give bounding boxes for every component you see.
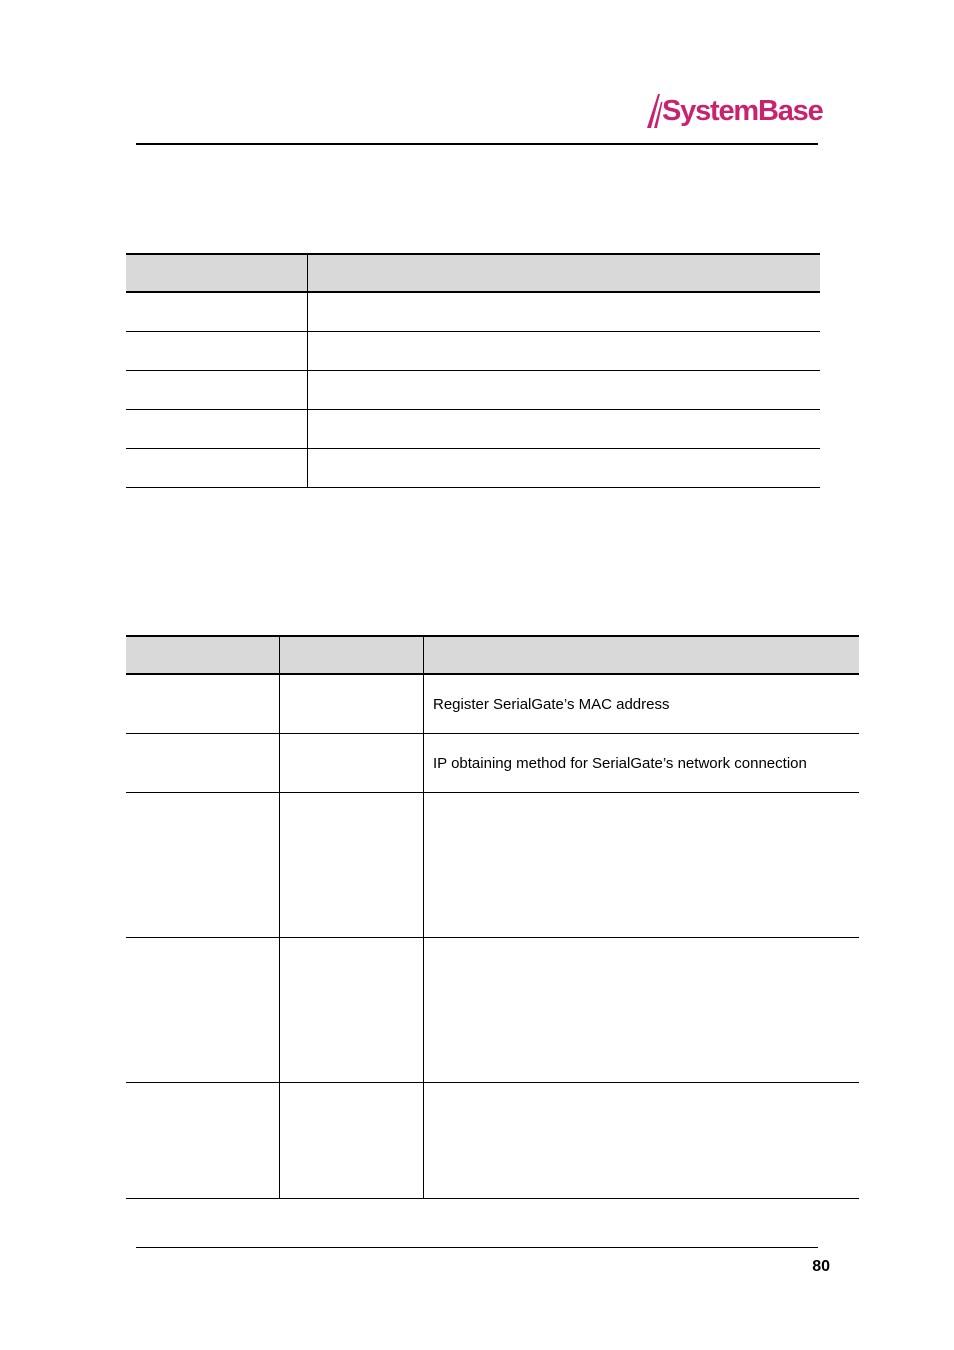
table-cell <box>126 734 280 793</box>
table-header-cell <box>308 254 821 292</box>
table-cell <box>126 332 308 371</box>
table-row <box>126 371 820 410</box>
table-2 <box>126 635 859 1199</box>
description-cell <box>424 674 860 734</box>
description-text <box>424 864 859 866</box>
table-row <box>126 410 820 449</box>
table-header-cell <box>280 636 424 674</box>
table-cell <box>126 410 308 449</box>
table-header-row <box>126 254 820 292</box>
table-header-cell <box>126 254 308 292</box>
table-cell <box>308 371 821 410</box>
table-row <box>126 938 859 1083</box>
table-cell <box>126 1083 280 1199</box>
table-cell <box>308 410 821 449</box>
description-text <box>424 1140 859 1142</box>
table-cell <box>126 938 280 1083</box>
table-row <box>126 292 820 332</box>
description-cell <box>424 734 860 793</box>
description-text: IP obtaining method for SerialGate’s network connection <box>433 755 807 772</box>
table-cell <box>280 674 424 734</box>
footer-rule <box>136 1247 818 1248</box>
table-cell <box>308 292 821 332</box>
description-text <box>424 1009 859 1011</box>
table-cell <box>126 449 308 488</box>
systembase-logo <box>646 90 822 132</box>
table-row <box>126 449 820 488</box>
table-cell <box>308 332 821 371</box>
table-cell <box>280 734 424 793</box>
description-cell <box>424 1083 860 1199</box>
logo-text: SystemBase <box>662 95 823 127</box>
table-cell <box>280 938 424 1083</box>
table-row <box>126 734 859 793</box>
description-text: Register SerialGate’s MAC address <box>433 696 670 713</box>
table-cell <box>126 674 280 734</box>
table-cell <box>126 793 280 938</box>
table-cell <box>126 292 308 332</box>
table-row <box>126 1083 859 1199</box>
table-cell <box>280 1083 424 1199</box>
table-row <box>126 674 859 734</box>
table-header-cell <box>424 636 860 674</box>
table-1 <box>126 253 820 488</box>
table-cell <box>280 793 424 938</box>
table-row <box>126 793 859 938</box>
table-header-cell <box>126 636 280 674</box>
table-header-row <box>126 636 859 674</box>
header-rule <box>136 143 818 145</box>
page-number: 80 <box>812 1258 830 1275</box>
table-cell <box>126 371 308 410</box>
table-row <box>126 332 820 371</box>
description-cell <box>424 793 860 938</box>
table-cell <box>308 449 821 488</box>
description-cell <box>424 938 860 1083</box>
